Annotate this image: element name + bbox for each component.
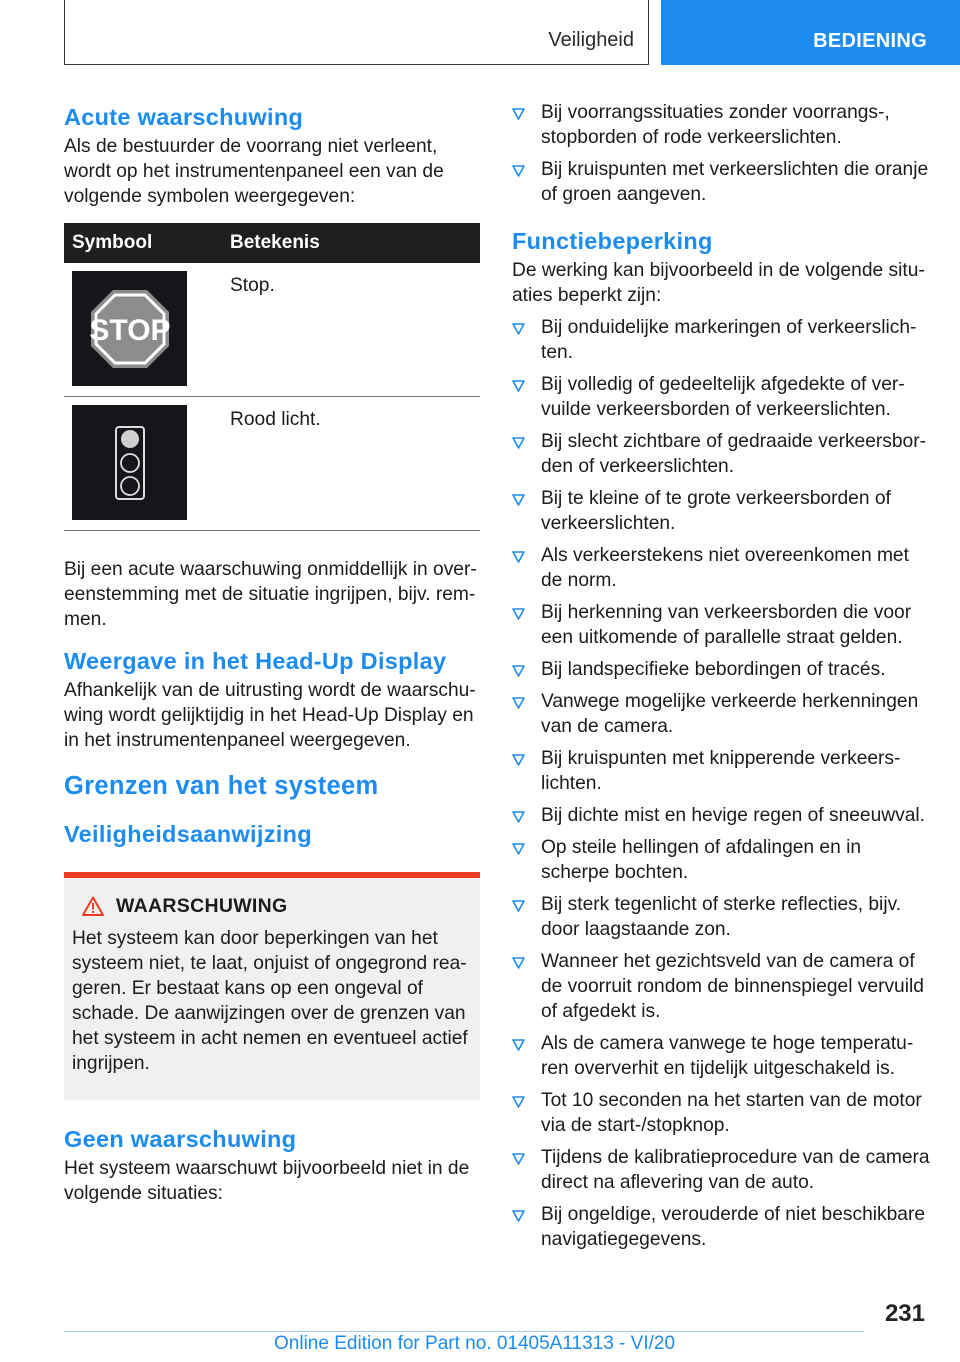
list-item (512, 1202, 930, 1252)
stop-sign-icon (72, 271, 187, 386)
list-item (512, 157, 930, 207)
no-warning-heading: Geen waarschuwing (64, 1126, 297, 1152)
table-row (64, 263, 480, 397)
symbol-table (64, 223, 480, 531)
function-limitation-list (512, 315, 930, 1252)
list-item-text: Bij ongeldige, verouderde of niet beschikbare navigatiegegevens. (541, 1204, 926, 1250)
bullet-triangle-icon (512, 957, 525, 969)
bullet-triangle-icon (512, 380, 525, 392)
list-item (512, 1088, 930, 1138)
warning-text: Het systeem kan door beperkingen van het systeem niet, te laat, onjuist of ongegrond reageren. Er bestaat kans op een ongeval of schade. De aanwijzingen over de grenzen van het systeem in acht nemen en eventueel actief ingrijpen. (72, 928, 468, 1074)
list-item-text: Bij te kleine of te grote verkeersborden of verkeerslichten. (541, 488, 891, 534)
bullet-triangle-icon (512, 1096, 525, 1108)
bullet-triangle-icon (512, 608, 525, 620)
list-item (512, 315, 930, 365)
bullet-triangle-icon (512, 494, 525, 506)
bullet-triangle-icon (512, 900, 525, 912)
list-item (512, 746, 930, 796)
bullet-triangle-icon (512, 697, 525, 709)
bullet-triangle-icon (512, 811, 525, 823)
table-header-meaning: Betekenis (220, 223, 480, 263)
list-item-text: Wanneer het gezichtsveld van de camera of de voorruit rondom de binnenspiegel vervuild of afgedekt is. (541, 951, 924, 1022)
warning-triangle-icon (82, 896, 104, 916)
no-warning-intro: Het systeem waarschuwt bijvoorbeeld niet in de volgende situaties: (64, 1158, 470, 1204)
footer-edition: Online Edition for Part no. 01405A11313 - VI/20 (274, 1333, 676, 1354)
list-item (512, 657, 930, 682)
table-row (64, 397, 480, 531)
warning-box (64, 872, 480, 1100)
right-column (512, 100, 930, 1259)
list-item-text: Bij landspecifieke bebordingen of tracés. (541, 659, 886, 680)
list-item (512, 803, 930, 828)
list-item-text: Vanwege mogelijke verkeerde herkenningen van de camera. (541, 691, 919, 737)
header-chapter-tab (661, 0, 960, 65)
list-item (512, 892, 930, 942)
bullet-triangle-icon (512, 1210, 525, 1222)
no-warning-list (512, 100, 930, 207)
list-item-text: Bij herkenning van verkeersborden die voor een uitkomende of parallelle straat gelden. (541, 602, 912, 648)
warning-label: WAARSCHUWING (116, 895, 288, 917)
footer-divider (64, 1331, 864, 1332)
list-item (512, 1031, 930, 1081)
hud-text: Afhankelijk van de uitrusting wordt de waarschuwing wordt gelijktijdig in het Head-Up Display en in het instrumentenpaneel weergegeven. (64, 680, 476, 751)
table-cell-meaning: Rood licht. (220, 397, 480, 531)
list-item-text: Bij kruispunten met knipperende verkeerslichten. (541, 748, 901, 794)
bullet-triangle-icon (512, 754, 525, 766)
list-item-text: Tijdens de kalibratieprocedure van de camera direct na aflevering van de auto. (541, 1147, 930, 1193)
table-cell-symbol (64, 263, 220, 397)
list-item (512, 835, 930, 885)
safety-notice-heading: Veiligheidsaanwijzing (64, 821, 312, 847)
acute-warning-action: Bij een acute waarschuwing onmiddellijk in overeenstemming met de situatie ingrijpen, bijv. remmen. (64, 559, 477, 630)
function-limitation-intro: De werking kan bijvoorbeeld in de volgende situaties beperkt zijn: (512, 260, 925, 306)
list-item-text: Op steile hellingen of afdalingen en in scherpe bochten. (541, 837, 862, 883)
bullet-triangle-icon (512, 1153, 525, 1165)
list-item (512, 1145, 930, 1195)
acute-warning-intro: Als de bestuurder de voorrang niet verleent, wordt op het instrumentenpaneel een van de volgende symbolen weergegeven: (64, 136, 444, 207)
list-item-text: Bij kruispunten met verkeerslichten die oranje of groen aangeven. (541, 159, 929, 205)
list-item-text: Bij dichte mist en hevige regen of sneeuwval. (541, 805, 925, 826)
stop-sign-text: STOP (88, 313, 171, 347)
acute-warning-heading: Acute waarschuwing (64, 104, 304, 130)
list-item (512, 949, 930, 1024)
bullet-triangle-icon (512, 1039, 525, 1051)
bullet-triangle-icon (512, 665, 525, 677)
header-frame (64, 0, 649, 65)
list-item (512, 429, 930, 479)
red-traffic-light-icon (72, 405, 187, 520)
list-item-text: Bij slecht zichtbare of gedraaide verkeersborden of verkeerslichten. (541, 431, 927, 477)
bullet-triangle-icon (512, 165, 525, 177)
list-item-text: Bij voorrangssituaties zonder voorrangs-, stopborden of rode verkeerslichten. (541, 102, 890, 148)
left-column (64, 100, 480, 1206)
table-cell-symbol (64, 397, 220, 531)
list-item (512, 600, 930, 650)
bullet-triangle-icon (512, 843, 525, 855)
list-item (512, 100, 930, 150)
list-item-text: Bij sterk tegenlicht of sterke reflecties, bijv. door laagstaande zon. (541, 894, 902, 940)
bullet-triangle-icon (512, 551, 525, 563)
table-cell-meaning: Stop. (220, 263, 480, 397)
list-item (512, 689, 930, 739)
header-chapter-label: BEDIENING (813, 30, 927, 52)
function-limitation-heading: Functiebeperking (512, 228, 713, 254)
list-item-text: Bij volledig of gedeeltelijk afgedekte of vervuilde verkeersborden of verkeerslichten. (541, 374, 905, 420)
bullet-triangle-icon (512, 437, 525, 449)
system-limits-heading: Grenzen van het systeem (64, 772, 379, 800)
table-header-symbol: Symbool (64, 223, 220, 263)
list-item-text: Tot 10 seconden na het starten van de motor via de start-/stopknop. (541, 1090, 922, 1136)
list-item-text: Als verkeerstekens niet overeenkomen met de norm. (541, 545, 909, 591)
page-number: 231 (884, 1300, 925, 1327)
list-item (512, 372, 930, 422)
list-item (512, 543, 930, 593)
bullet-triangle-icon (512, 323, 525, 335)
list-item-text: Bij onduidelijke markeringen of verkeerslichten. (541, 317, 917, 363)
hud-heading: Weergave in het Head-Up Display (64, 648, 447, 674)
bullet-triangle-icon (512, 108, 525, 120)
list-item (512, 486, 930, 536)
list-item-text: Als de camera vanwege te hoge temperaturen oververhit en tijdelijk uitgeschakeld is. (541, 1033, 914, 1079)
header-section-title: Veiligheid (548, 29, 634, 51)
